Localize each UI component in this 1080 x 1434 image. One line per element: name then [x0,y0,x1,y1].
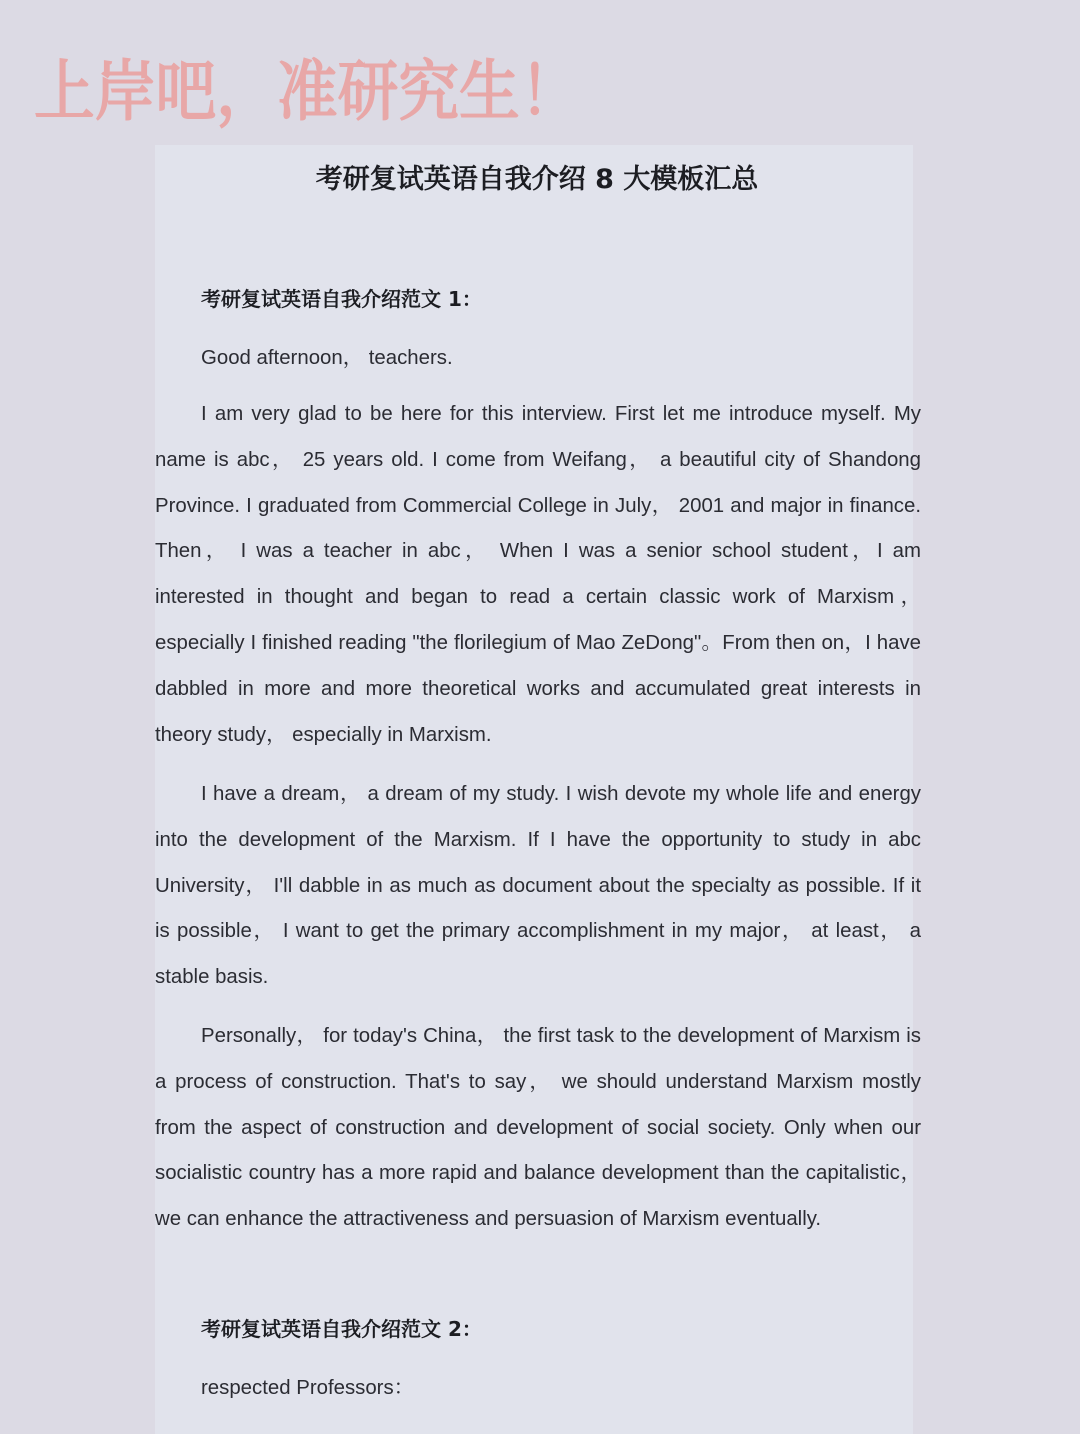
greeting-2: respected Professors： [201,1377,415,1399]
section-heading-1: 考研复试英语自我介绍范文 1： [201,287,482,311]
paragraph-3: Personally， for today's China， the first task to the development of Marxism is a process of construction. That's to say， we should understand Marxism mostly from the aspect of construction and development of social society. Only when our socialistic country has a more rapid and balance development than the capitalistic， we can enhance the attractiveness and persuasion of Marxism eventually. [155,1025,921,1231]
document-title: 考研复试英语自我介绍 8 大模板汇总 [315,164,759,195]
banner-title: 上岸吧，准研究生！ [34,53,581,130]
paragraph-1: I am very glad to be here for this interview. First let me introduce myself. My name is abc， 25 years old. I come from Weifang， a beautiful city of Shandong Province. I graduated from Commercial College in July， 2001 and major in finance. Then， I was a teacher in abc， When I was a senior school student，I am interested in thought and began to read a certain classic work of Marxism，especially I finished reading "the florilegium of Mao ZeDong"。From then on，I have dabbled in more and more theoretical works and accumulated great interests in theory study， especially in Marxism. [155,403,921,746]
section-heading-2: 考研复试英语自我介绍范文 2： [201,1317,482,1341]
paragraph-2: I have a dream， a dream of my study. I wish devote my whole life and energy into the development of the Marxism. If I have the opportunity to study in abc University， I'll dabble in as much as document about the specialty as possible. If it is possible， I want to get the primary accomplishment in my major， at least， a stable basis. [155,783,921,989]
greeting-1: Good afternoon， teachers. [201,347,453,369]
document-page [155,145,921,1434]
